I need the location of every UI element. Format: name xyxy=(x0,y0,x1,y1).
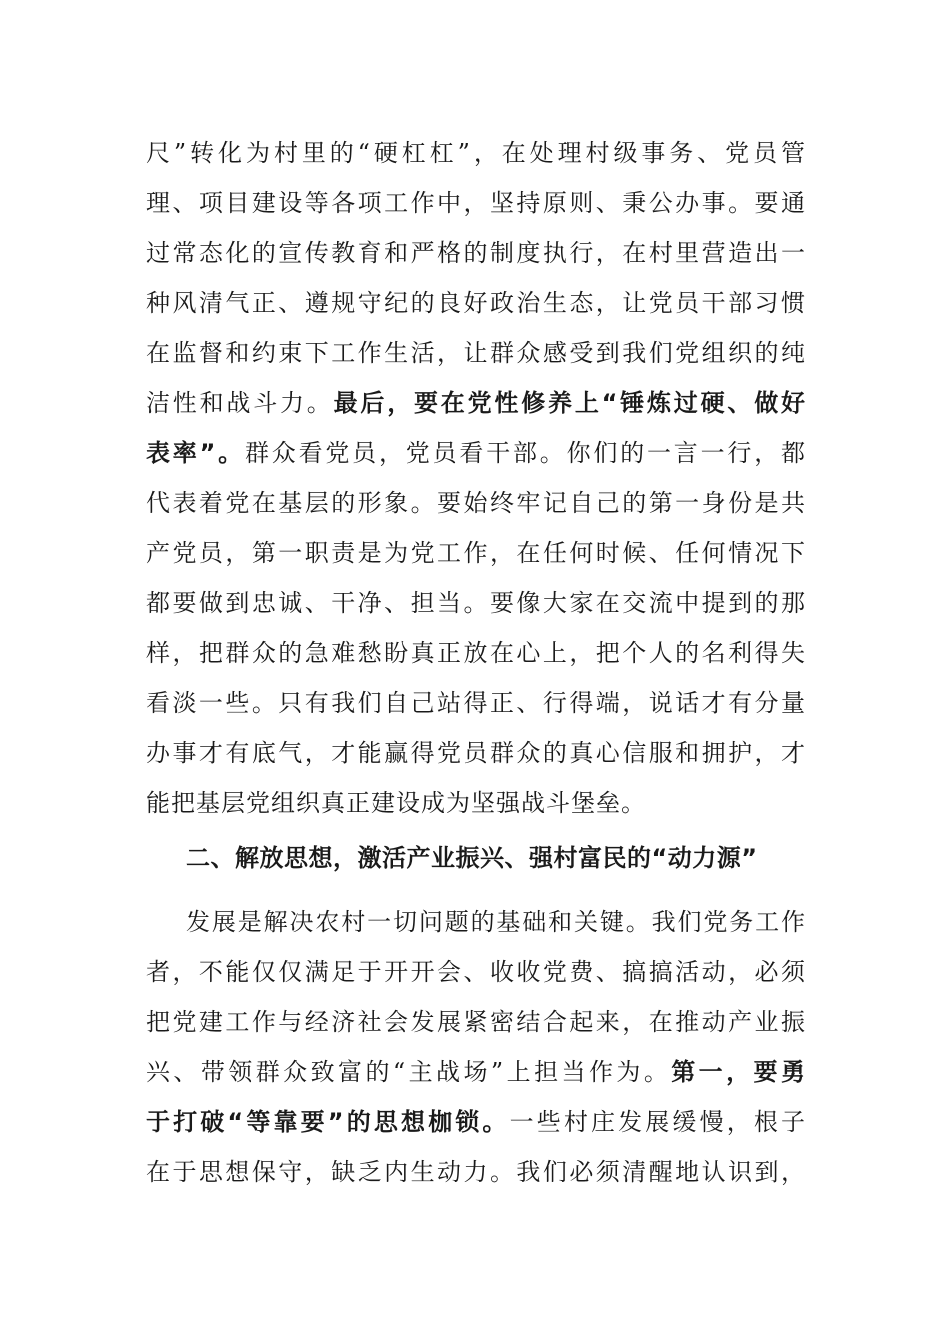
paragraph-line: 在于思想保守，缺乏内生动力。我们必须清醒地认识到， xyxy=(146,1158,806,1186)
paragraph-line: 代表着党在基层的形象。要始终牢记自己的第一身份是共 xyxy=(146,489,806,517)
paragraph-line: 能把基层党组织真正建设成为坚强战斗堡垒。 xyxy=(146,789,646,817)
paragraph-line-mixed xyxy=(146,378,806,428)
paragraph-text: 洁性和战斗力。 xyxy=(146,389,334,417)
paragraph-text: 群众看党员，党员看干部。你们的一言一行，都 xyxy=(244,439,806,467)
paragraph-line: 产党员，第一职责是为党工作，在任何时候、任何情况下 xyxy=(146,539,806,567)
paragraph-line: 样，把群众的急难愁盼真正放在心上，把个人的名利得失 xyxy=(146,639,806,667)
paragraph-line: 办事才有底气，才能赢得党员群众的真心信服和拥护，才 xyxy=(146,739,806,767)
bold-emphasis-text: 第一，要勇 xyxy=(671,1058,806,1086)
paragraph-line: 把党建工作与经济社会发展紧密结合起来，在推动产业振 xyxy=(146,1008,806,1036)
paragraph-line: 尺”转化为村里的“硬杠杠”，在处理村级事务、党员管 xyxy=(146,139,806,167)
paragraph-text: 兴、带领群众致富的“主战场”上担当作为。 xyxy=(146,1058,672,1086)
paragraph-text: 一些村庄发展缓慢，根子 xyxy=(509,1108,807,1136)
bold-emphasis-text: 于打破“等靠要”的思想枷锁。 xyxy=(146,1108,510,1136)
section-heading-2: 二、解放思想，激活产业振兴、强村富民的“动力源” xyxy=(186,844,758,872)
bold-emphasis-text: 表率”。 xyxy=(146,439,245,467)
paragraph-line: 理、项目建设等各项工作中，坚持原则、秉公办事。要通 xyxy=(146,189,806,217)
paragraph-line: 种风清气正、遵规守纪的良好政治生态，让党员干部习惯 xyxy=(146,289,806,317)
bold-emphasis-text: 最后，要在党性修养上“锤炼过硬、做好 xyxy=(333,389,806,417)
paragraph-line: 者，不能仅仅满足于开开会、收收党费、搞搞活动，必须 xyxy=(146,958,806,986)
paragraph-line: 发展是解决农村一切问题的基础和关键。我们党务工作 xyxy=(186,908,806,936)
paragraph-2 xyxy=(146,897,806,1197)
paragraph-line: 都要做到忠诚、干净、担当。要像大家在交流中提到的那 xyxy=(146,589,806,617)
paragraph-line-mixed xyxy=(146,1097,806,1147)
paragraph-line-mixed xyxy=(146,428,806,478)
paragraph-line: 看淡一些。只有我们自己站得正、行得端，说话才有分量 xyxy=(146,689,806,717)
paragraph-line-mixed xyxy=(146,1047,806,1097)
paragraph-line: 过常态化的宣传教育和严格的制度执行，在村里营造出一 xyxy=(146,239,806,267)
paragraph-line: 在监督和约束下工作生活，让群众感受到我们党组织的纯 xyxy=(146,339,806,367)
paragraph-1 xyxy=(146,128,806,828)
